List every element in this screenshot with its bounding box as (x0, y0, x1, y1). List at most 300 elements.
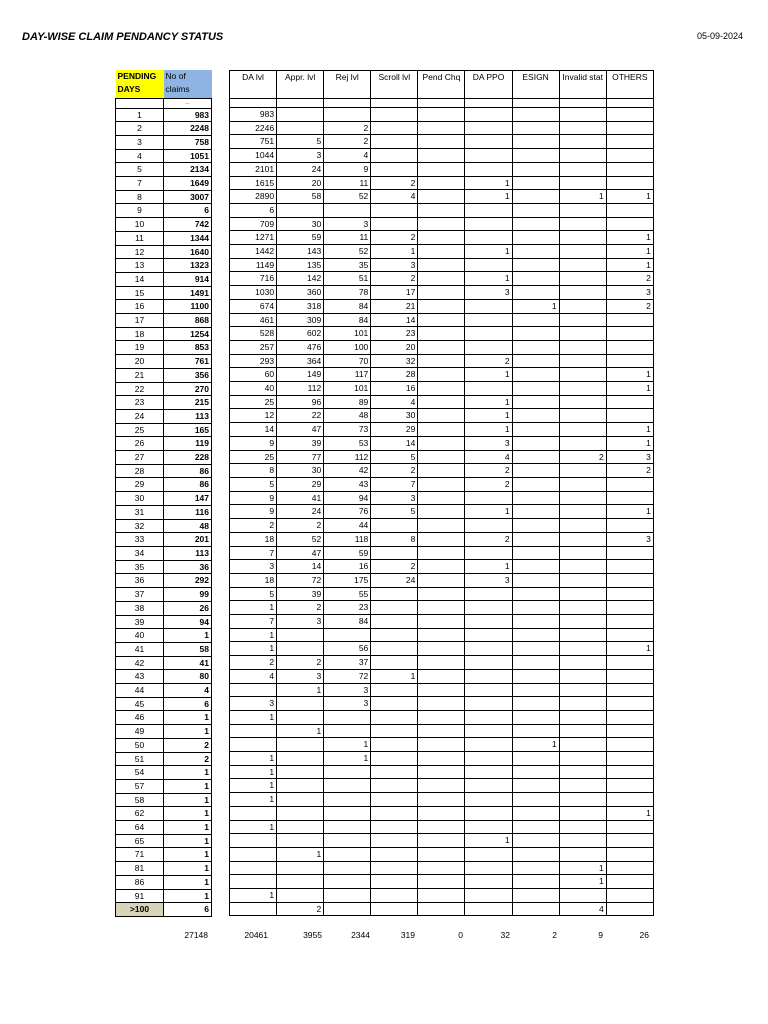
level-cell (465, 135, 512, 149)
gap-cell (512, 99, 559, 108)
level-cell (512, 258, 559, 272)
level-cell: 118 (324, 532, 371, 546)
level-cell (559, 642, 606, 656)
level-cell: 8 (371, 532, 418, 546)
pending-days-cell: 64 (116, 821, 164, 835)
pending-days-cell: 50 (116, 738, 164, 752)
table-row (116, 588, 212, 602)
level-cell (324, 861, 371, 875)
claims-count-cell: 853 (164, 341, 212, 355)
level-cell: 364 (277, 354, 324, 368)
level-cell: 78 (324, 286, 371, 300)
level-cell: 42 (324, 464, 371, 478)
level-cell (465, 519, 512, 533)
level-cell (418, 477, 465, 491)
level-cell: 70 (324, 354, 371, 368)
claims-count-cell: 201 (164, 533, 212, 547)
level-cell (512, 121, 559, 135)
level-cell: 56 (324, 642, 371, 656)
level-cell: 1 (465, 395, 512, 409)
claims-count-cell: 1640 (164, 245, 212, 259)
table-row (230, 464, 654, 478)
level-cell (418, 628, 465, 642)
table-row (230, 601, 654, 615)
level-cell (371, 779, 418, 793)
level-cell: 1 (465, 409, 512, 423)
level-cell: 101 (324, 327, 371, 341)
table-row (230, 765, 654, 779)
level-cell (559, 573, 606, 587)
pending-days-cell: 41 (116, 642, 164, 656)
level-cell (418, 820, 465, 834)
level-cell (512, 601, 559, 615)
level-cell: 14 (277, 560, 324, 574)
level-cell (512, 108, 559, 122)
pending-days-cell: 36 (116, 574, 164, 588)
table-row (230, 108, 654, 122)
pending-days-cell: 49 (116, 725, 164, 739)
claims-count-cell: 147 (164, 492, 212, 506)
pending-days-cell: 54 (116, 766, 164, 780)
level-cell (559, 258, 606, 272)
table-row (116, 642, 212, 656)
table-row (230, 203, 654, 217)
level-cell: 9 (230, 436, 277, 450)
level-cell: 1 (465, 560, 512, 574)
level-cell (418, 573, 465, 587)
level-cell (606, 519, 653, 533)
level-cell: 11 (324, 176, 371, 190)
level-cell (559, 587, 606, 601)
pending-days-cell: 19 (116, 341, 164, 355)
level-cell (418, 615, 465, 629)
level-cell (606, 121, 653, 135)
level-cell: 1 (230, 710, 277, 724)
level-cell (465, 697, 512, 711)
claims-count-cell: 1 (164, 779, 212, 793)
level-cell: 149 (277, 368, 324, 382)
claims-count-cell: 1 (164, 793, 212, 807)
level-cell (512, 423, 559, 437)
level-cell (559, 889, 606, 903)
level-cell (512, 628, 559, 642)
table-row (230, 779, 654, 793)
table-row (230, 532, 654, 546)
level-cell (606, 573, 653, 587)
level-cell (418, 395, 465, 409)
level-cell (371, 587, 418, 601)
pending-days-cell: 17 (116, 314, 164, 328)
level-cell: 39 (277, 436, 324, 450)
level-cell (512, 573, 559, 587)
level-cell: 1 (465, 176, 512, 190)
level-cell (418, 519, 465, 533)
level-cell (418, 806, 465, 820)
pending-days-cell: 24 (116, 409, 164, 423)
level-cell (418, 409, 465, 423)
level-cell (371, 162, 418, 176)
level-cell: 293 (230, 354, 277, 368)
pending-days-cell: 43 (116, 670, 164, 684)
level-cell: 1 (606, 382, 653, 396)
level-cell (277, 121, 324, 135)
level-cell: 28 (371, 368, 418, 382)
level-cell (512, 889, 559, 903)
level-cell: 1 (465, 272, 512, 286)
pending-days-cell: 23 (116, 396, 164, 410)
claims-count-cell: 26 (164, 601, 212, 615)
table-row (230, 683, 654, 697)
table-row (116, 423, 212, 437)
table-row (230, 820, 654, 834)
claims-count-cell: 58 (164, 642, 212, 656)
level-cell (512, 135, 559, 149)
level-cell: 4 (371, 190, 418, 204)
level-cell (559, 710, 606, 724)
level-cell (230, 861, 277, 875)
right-header-row (230, 71, 654, 99)
level-cell: 2 (277, 519, 324, 533)
pending-days-cell: 16 (116, 300, 164, 314)
table-row (230, 710, 654, 724)
level-cell (465, 656, 512, 670)
claims-count-cell: 36 (164, 560, 212, 574)
level-cell (418, 464, 465, 478)
level-cell (324, 628, 371, 642)
level-cell: 1 (230, 793, 277, 807)
level-cell: 2 (465, 477, 512, 491)
level-cell (324, 793, 371, 807)
level-cell (465, 327, 512, 341)
pending-days-cell: 37 (116, 588, 164, 602)
level-cell (606, 669, 653, 683)
claims-count-cell: 6 (164, 204, 212, 218)
pending-days-cell: 34 (116, 547, 164, 561)
level-cell: 2890 (230, 190, 277, 204)
level-cell (465, 628, 512, 642)
pending-days-cell: 14 (116, 272, 164, 286)
level-cell (465, 806, 512, 820)
claims-count-cell: 2248 (164, 122, 212, 136)
level-cell (324, 203, 371, 217)
level-cell (559, 738, 606, 752)
table-row (116, 752, 212, 766)
level-cell (606, 889, 653, 903)
level-cell: 1 (606, 245, 653, 259)
table-row (230, 669, 654, 683)
total-value: 9 (598, 930, 603, 940)
level-cell (465, 149, 512, 163)
table-row (230, 409, 654, 423)
level-cell: 1149 (230, 258, 277, 272)
level-cell: 39 (277, 587, 324, 601)
level-cell (512, 217, 559, 231)
pending-days-cell: 31 (116, 505, 164, 519)
level-cell (465, 546, 512, 560)
page-title: DAY-WISE CLAIM PENDANCY STATUS (22, 31, 224, 43)
level-cell: 117 (324, 368, 371, 382)
level-cell: 1 (277, 847, 324, 861)
level-cell (559, 615, 606, 629)
table-row (230, 752, 654, 766)
table-row (230, 519, 654, 533)
level-cell (371, 902, 418, 916)
level-cell: 24 (371, 573, 418, 587)
table-row (230, 587, 654, 601)
gap-cell (371, 99, 418, 108)
level-cell (512, 340, 559, 354)
table-row (230, 162, 654, 176)
level-cell: 1 (606, 190, 653, 204)
level-cell: 52 (324, 245, 371, 259)
level-cell (277, 779, 324, 793)
level-cell: 2246 (230, 121, 277, 135)
level-cell: 52 (277, 532, 324, 546)
level-cell (371, 203, 418, 217)
table-row (116, 300, 212, 314)
level-cell: 48 (324, 409, 371, 423)
level-cell: 2 (606, 272, 653, 286)
level-cell (606, 135, 653, 149)
level-cell (465, 710, 512, 724)
level-cell: 76 (324, 505, 371, 519)
table-row (116, 396, 212, 410)
table-row (230, 847, 654, 861)
header-col-7: Invalid stat (559, 71, 606, 99)
level-cell (512, 861, 559, 875)
level-cell: 96 (277, 395, 324, 409)
level-cell: 35 (324, 258, 371, 272)
level-cell (324, 806, 371, 820)
level-cell (512, 697, 559, 711)
table-row (116, 368, 212, 382)
claims-count-cell: 1051 (164, 149, 212, 163)
level-cell: 2 (606, 299, 653, 313)
claims-count-cell: 758 (164, 135, 212, 149)
level-cell: 135 (277, 258, 324, 272)
claims-count-cell: 1 (164, 889, 212, 903)
claims-count-cell: 1491 (164, 286, 212, 300)
level-cell (559, 245, 606, 259)
header-col-2: Rej lvl (324, 71, 371, 99)
total-value: 2 (552, 930, 557, 940)
level-cell (606, 902, 653, 916)
pending-days-cell: 62 (116, 807, 164, 821)
table-row (116, 533, 212, 547)
level-cell (418, 190, 465, 204)
level-cell (606, 313, 653, 327)
level-cell: 72 (277, 573, 324, 587)
pending-days-cell: 18 (116, 327, 164, 341)
level-cell: 2101 (230, 162, 277, 176)
level-cell (559, 382, 606, 396)
header-col-3: Scroll lvl (371, 71, 418, 99)
level-cell: 32 (371, 354, 418, 368)
level-cell: 1 (606, 505, 653, 519)
pending-days-cell: 29 (116, 478, 164, 492)
table-row (230, 875, 654, 889)
level-cell: 1615 (230, 176, 277, 190)
level-cell: 1 (230, 601, 277, 615)
level-cell: 2 (371, 272, 418, 286)
level-cell: 2 (371, 231, 418, 245)
level-cell (559, 669, 606, 683)
level-cell (512, 875, 559, 889)
level-cell (559, 628, 606, 642)
pending-days-cell: 45 (116, 697, 164, 711)
level-cell (512, 587, 559, 601)
level-cell (371, 628, 418, 642)
level-cell (418, 683, 465, 697)
level-cell: 2 (324, 135, 371, 149)
level-cell (371, 806, 418, 820)
table-row (116, 218, 212, 232)
level-cell: 3 (324, 683, 371, 697)
level-cell: 40 (230, 382, 277, 396)
level-cell: 360 (277, 286, 324, 300)
level-cell (606, 162, 653, 176)
claims-count-cell: 113 (164, 547, 212, 561)
level-cell (324, 765, 371, 779)
level-cell: 30 (277, 464, 324, 478)
level-cell (418, 902, 465, 916)
table-row (116, 574, 212, 588)
level-cell (606, 779, 653, 793)
level-cell: 3 (371, 258, 418, 272)
level-cell (230, 738, 277, 752)
gap-cell (559, 99, 606, 108)
level-cell (371, 217, 418, 231)
level-cell (559, 149, 606, 163)
header-pending-days: PENDING DAYS (116, 70, 164, 98)
pending-days-cell: 42 (116, 656, 164, 670)
level-cell (371, 834, 418, 848)
level-cell (324, 889, 371, 903)
level-cell (418, 272, 465, 286)
table-row (116, 519, 212, 533)
level-cell (559, 286, 606, 300)
level-cell (324, 834, 371, 848)
claims-count-cell: 1 (164, 834, 212, 848)
level-cell: 461 (230, 313, 277, 327)
level-cell: 3 (606, 286, 653, 300)
level-cell (559, 368, 606, 382)
table-row (116, 259, 212, 273)
table-row (116, 382, 212, 396)
claims-count-cell: 119 (164, 437, 212, 451)
level-cell (371, 135, 418, 149)
level-cell (559, 601, 606, 615)
level-cell (418, 656, 465, 670)
level-cell: 52 (324, 190, 371, 204)
level-cell: 84 (324, 299, 371, 313)
level-cell (465, 683, 512, 697)
pending-days-cell: 2 (116, 122, 164, 136)
level-cell: 1 (230, 642, 277, 656)
claims-count-cell: 1 (164, 821, 212, 835)
level-cell (606, 875, 653, 889)
level-cell (512, 327, 559, 341)
level-cell (418, 793, 465, 807)
pending-days-cell: 39 (116, 615, 164, 629)
level-cell: 1 (371, 669, 418, 683)
level-cell (465, 121, 512, 135)
level-cell: 2 (371, 176, 418, 190)
level-cell (465, 793, 512, 807)
table-row (116, 766, 212, 780)
table-row (230, 450, 654, 464)
level-cell: 1 (559, 861, 606, 875)
header-no-of-claims: No of claims (164, 70, 212, 98)
table-row (116, 821, 212, 835)
level-cell (418, 176, 465, 190)
level-cell: 12 (230, 409, 277, 423)
level-cell (371, 724, 418, 738)
level-cell (512, 286, 559, 300)
table-row (230, 738, 654, 752)
level-cell (465, 231, 512, 245)
level-cell (606, 710, 653, 724)
level-cell: 257 (230, 340, 277, 354)
level-cell: 1 (324, 738, 371, 752)
level-cell (559, 505, 606, 519)
level-cell: 1 (230, 889, 277, 903)
claims-count-cell: 4 (164, 684, 212, 698)
table-row (230, 245, 654, 259)
table-row (230, 382, 654, 396)
level-cell (512, 834, 559, 848)
gap-cell (230, 99, 277, 108)
level-cell: 1 (606, 258, 653, 272)
pending-days-cell: 57 (116, 779, 164, 793)
claims-count-cell: 116 (164, 505, 212, 519)
level-cell (371, 875, 418, 889)
level-cell (371, 149, 418, 163)
table-row (116, 341, 212, 355)
level-cell (606, 656, 653, 670)
level-cell (559, 847, 606, 861)
claims-count-cell: 94 (164, 615, 212, 629)
level-cell (418, 299, 465, 313)
total-value: 27148 (184, 930, 208, 940)
pending-days-cell: 27 (116, 451, 164, 465)
table-row (116, 204, 212, 218)
pending-days-cell: 91 (116, 889, 164, 903)
level-cell: 1 (512, 299, 559, 313)
claims-count-cell: 1 (164, 848, 212, 862)
pending-days-cell: 26 (116, 437, 164, 451)
level-cell (512, 395, 559, 409)
table-row (230, 505, 654, 519)
level-cell (465, 765, 512, 779)
level-cell: 17 (371, 286, 418, 300)
claims-count-cell: 41 (164, 656, 212, 670)
level-cell (559, 477, 606, 491)
table-row (230, 368, 654, 382)
pending-days-cell: >100 (116, 903, 164, 917)
level-cell (418, 779, 465, 793)
pending-days-cell: 51 (116, 752, 164, 766)
level-cell: 47 (277, 546, 324, 560)
level-cell: 1 (606, 368, 653, 382)
table-row (116, 547, 212, 561)
level-cell (465, 382, 512, 396)
level-cell (606, 203, 653, 217)
level-cell: 1 (277, 683, 324, 697)
level-cell: 1 (465, 368, 512, 382)
level-cell: 5 (371, 450, 418, 464)
level-cell (559, 121, 606, 135)
